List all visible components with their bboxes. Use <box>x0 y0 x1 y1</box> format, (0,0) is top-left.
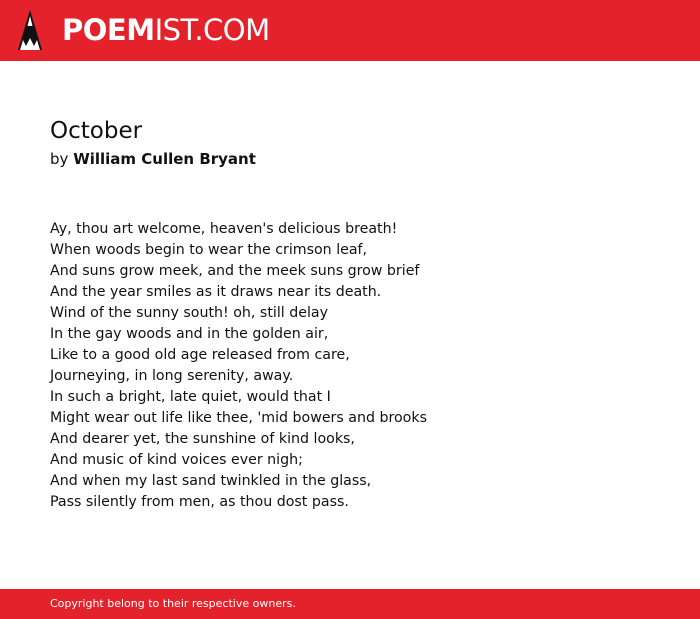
poem-line: In such a bright, late quiet, would that I <box>50 389 331 405</box>
poem-body <box>50 219 427 513</box>
poem-title: October <box>50 118 143 144</box>
poem-byline <box>50 149 256 169</box>
pencil-icon[interactable] <box>18 10 42 50</box>
poem-line: Pass silently from men, as thou dost pass. <box>50 494 349 510</box>
site-logo[interactable] <box>62 13 270 47</box>
poem-line: And the year smiles as it draws near its death. <box>50 284 382 300</box>
poem-author: William Cullen Bryant <box>73 150 256 168</box>
poem-line: Ay, thou art welcome, heaven's delicious breath! <box>50 221 398 237</box>
poem-line: Might wear out life like thee, 'mid bowers and brooks <box>50 410 427 426</box>
poem-line: In the gay woods and in the golden air, <box>50 326 329 342</box>
poem-line: And when my last sand twinkled in the glass, <box>50 473 372 489</box>
site-header <box>0 0 700 61</box>
poem-line: And dearer yet, the sunshine of kind looks, <box>50 431 355 447</box>
poem-line: And suns grow meek, and the meek suns grow brief <box>50 263 420 279</box>
site-footer <box>0 589 700 619</box>
logo-light-text: IST.COM <box>154 13 270 47</box>
copyright-text: Copyright belong to their respective owners. <box>50 597 296 610</box>
poem-line: Wind of the sunny south! oh, still delay <box>50 305 328 321</box>
by-label: by <box>50 150 69 168</box>
poem-line: Like to a good old age released from care, <box>50 347 350 363</box>
logo-bold-text: POEM <box>62 13 155 47</box>
poem-line: And music of kind voices ever nigh; <box>50 452 303 468</box>
poem-line: When woods begin to wear the crimson leaf, <box>50 242 368 258</box>
poem-line: Journeying, in long serenity, away. <box>50 368 294 384</box>
